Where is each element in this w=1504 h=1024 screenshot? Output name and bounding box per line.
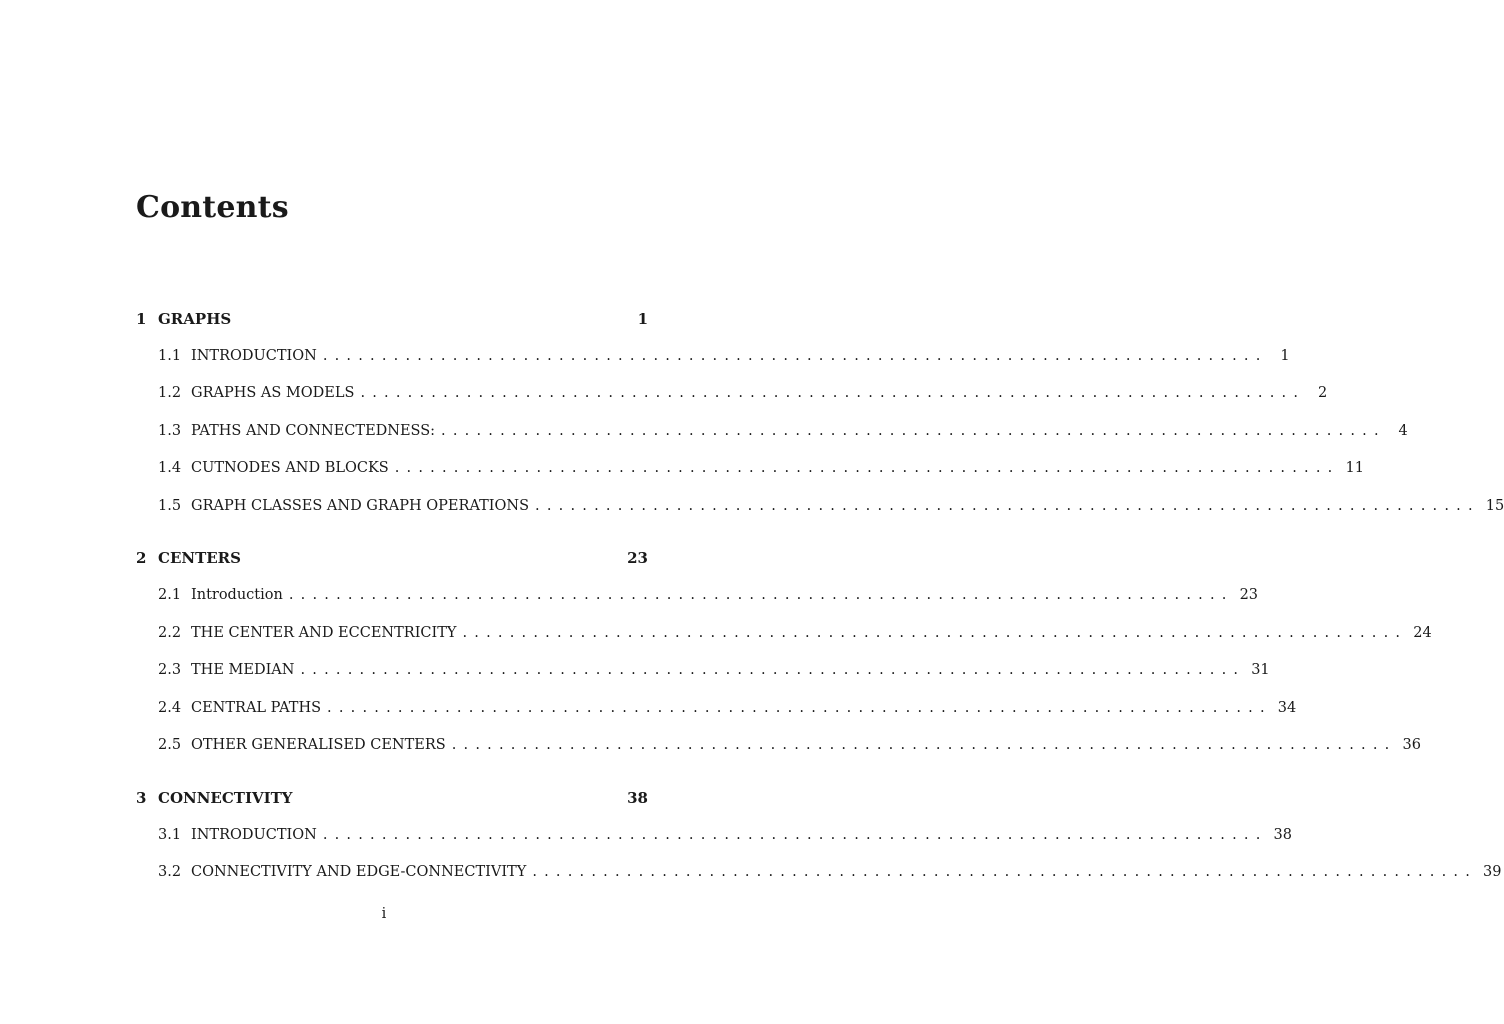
section-page: 24 <box>1413 625 1432 641</box>
chapter-title: CENTERS <box>158 549 241 567</box>
dot-leader: ................................................................................ <box>535 498 1480 514</box>
chapter-title: CONNECTIVITY <box>158 789 293 807</box>
dot-leader: ................................................................................ <box>451 737 1397 753</box>
section-number: 2.2 <box>158 625 182 641</box>
section-number: 1.5 <box>158 498 182 514</box>
dot-leader: ................................................................................ <box>360 385 1306 401</box>
chapter-number: 2 <box>136 549 147 567</box>
section-number: 2.5 <box>158 737 182 753</box>
section-title: CENTRAL PATHS <box>191 700 322 716</box>
section-page: 36 <box>1402 737 1421 753</box>
section-number: 1.1 <box>158 348 182 364</box>
section-page: 31 <box>1251 662 1270 678</box>
section-page: 4 <box>1398 423 1408 439</box>
toc-section[interactable] <box>136 345 1290 367</box>
toc-section[interactable] <box>136 495 1504 517</box>
section-title: GRAPHS AS MODELS <box>191 385 355 401</box>
section-number: 1.4 <box>158 460 182 476</box>
section-page: 39 <box>1483 864 1502 880</box>
chapter-page: 38 <box>627 789 648 807</box>
page-title: Contents <box>136 190 289 225</box>
toc-section[interactable] <box>136 697 1297 719</box>
toc-chapter[interactable] <box>136 787 648 809</box>
section-page: 15 <box>1485 498 1504 514</box>
chapter-number: 1 <box>136 310 147 328</box>
dot-leader: ................................................................................ <box>288 587 1234 603</box>
toc-section[interactable] <box>136 824 1292 846</box>
section-number: 1.2 <box>158 385 182 401</box>
toc-chapter[interactable] <box>136 547 648 569</box>
section-number: 2.1 <box>158 587 182 603</box>
dot-leader: ................................................................................ <box>441 423 1386 439</box>
section-title: INTRODUCTION <box>191 827 317 843</box>
section-title: CONNECTIVITY AND EDGE-CONNECTIVITY <box>191 864 527 880</box>
section-title: Introduction <box>191 587 283 603</box>
dot-leader: ................................................................................ <box>322 348 1268 364</box>
toc-section[interactable] <box>136 584 1259 606</box>
dot-leader: ................................................................................ <box>322 827 1268 843</box>
section-title: THE MEDIAN <box>191 662 295 678</box>
section-title: OTHER GENERALISED CENTERS <box>191 737 446 753</box>
section-title: THE CENTER AND ECCENTRICITY <box>191 625 457 641</box>
section-page: 38 <box>1273 827 1292 843</box>
toc-section[interactable] <box>136 659 1270 681</box>
section-page: 23 <box>1239 587 1259 603</box>
section-page: 34 <box>1277 700 1297 716</box>
section-page: 1 <box>1280 348 1290 364</box>
chapter-page: 1 <box>637 310 648 328</box>
section-title: CUTNODES AND BLOCKS <box>191 460 389 476</box>
dot-leader: ................................................................................ <box>532 864 1478 880</box>
section-number: 1.3 <box>158 423 182 439</box>
section-number: 2.3 <box>158 662 182 678</box>
dot-leader: ................................................................................ <box>394 460 1340 476</box>
chapter-page: 23 <box>627 549 648 567</box>
section-number: 3.2 <box>158 864 182 880</box>
dot-leader: ................................................................................ <box>300 662 1246 678</box>
toc-section[interactable] <box>136 734 1421 756</box>
chapter-title: GRAPHS <box>158 310 232 328</box>
chapter-number: 3 <box>136 789 147 807</box>
section-number: 2.4 <box>158 700 182 716</box>
section-page: 11 <box>1345 460 1364 476</box>
section-page: 2 <box>1317 385 1328 401</box>
toc-section[interactable] <box>136 622 1432 644</box>
dot-leader: ................................................................................ <box>462 625 1408 641</box>
toc-section[interactable] <box>136 861 1502 883</box>
section-number: 3.1 <box>158 827 182 843</box>
dot-leader: ................................................................................ <box>327 700 1272 716</box>
section-title: INTRODUCTION <box>191 348 317 364</box>
toc-section[interactable] <box>136 382 1328 404</box>
toc-chapter[interactable] <box>136 308 648 330</box>
section-title: GRAPH CLASSES AND GRAPH OPERATIONS <box>191 498 530 514</box>
toc-section[interactable] <box>136 457 1364 479</box>
page-number: i <box>381 906 387 922</box>
toc-section[interactable] <box>136 420 1408 442</box>
section-title: PATHS AND CONNECTEDNESS: <box>191 423 436 439</box>
